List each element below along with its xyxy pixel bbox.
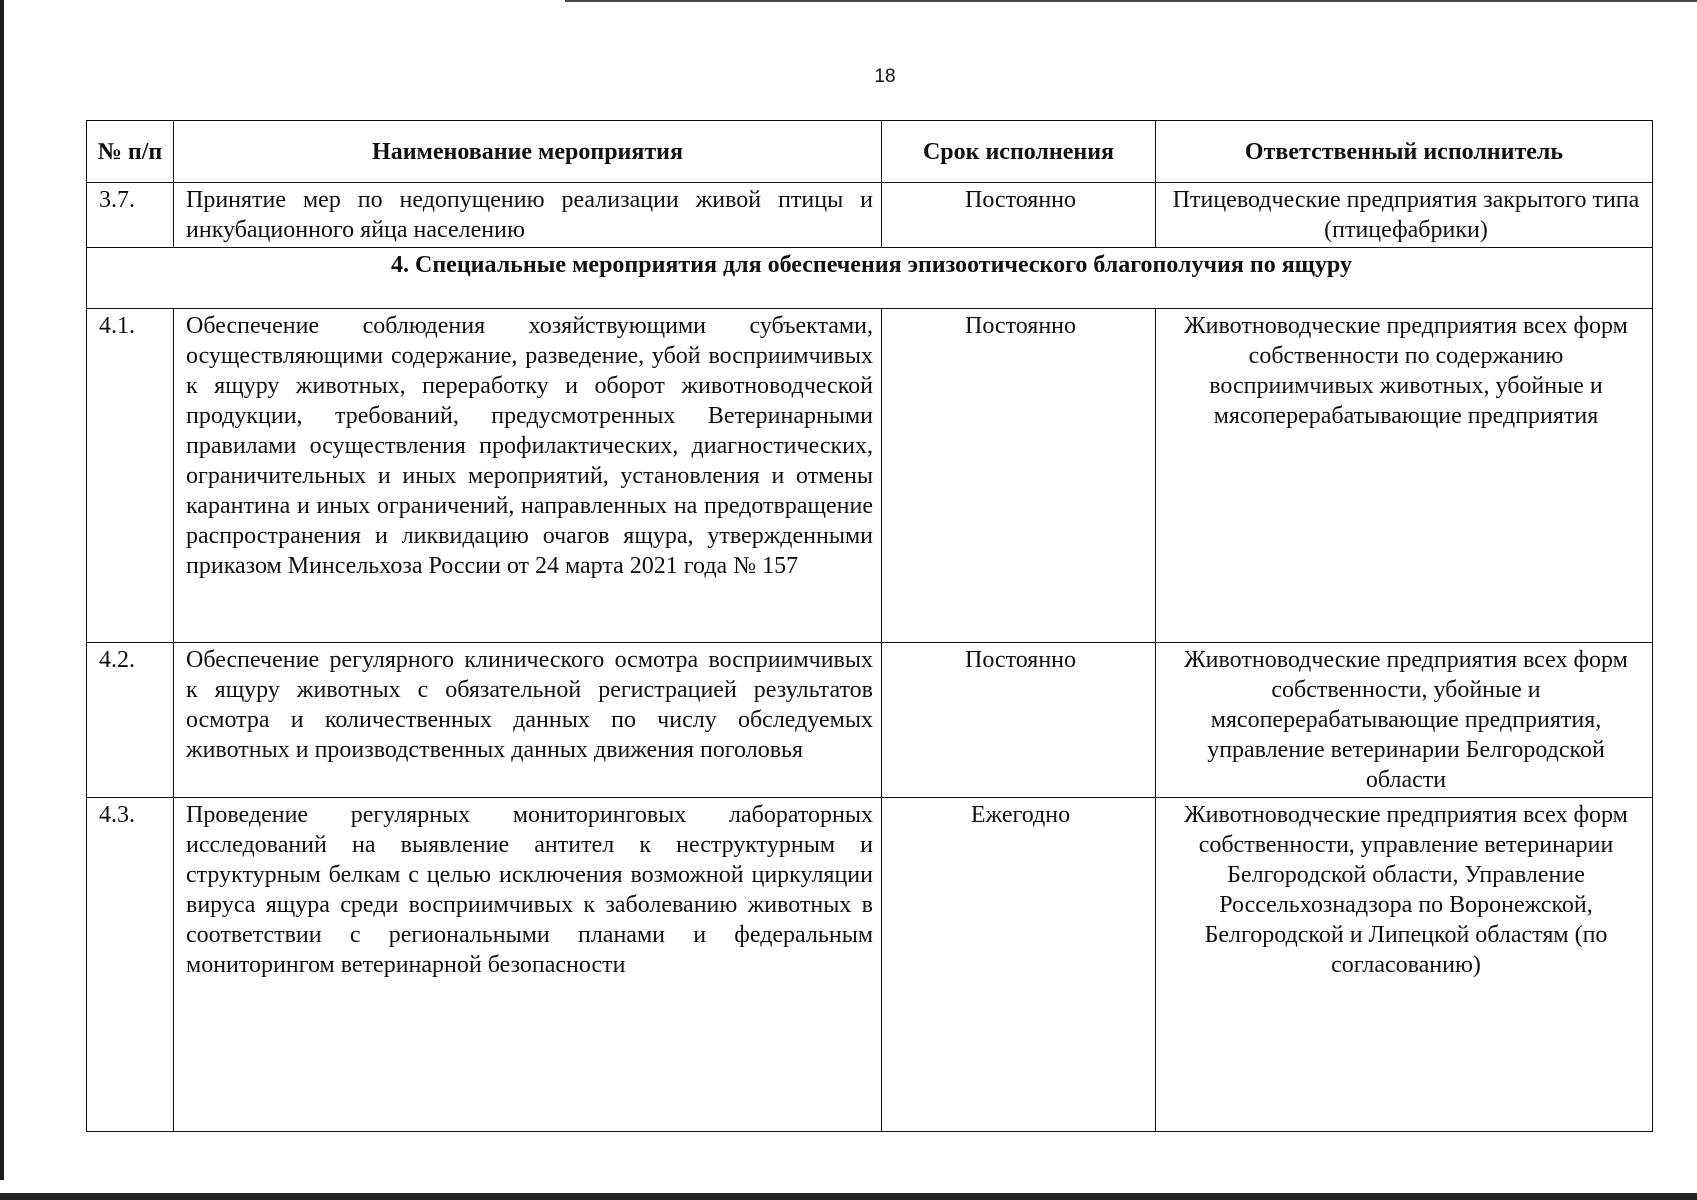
scan-top-edge [565, 0, 1697, 2]
header-responsible: Ответственный исполнитель [1156, 121, 1653, 183]
page-number: 18 [874, 66, 896, 87]
row-term: Постоянно [882, 309, 1156, 643]
row-name: Проведение регулярных мониторинговых лабораторных исследований на выявление антител к неструктурным и структурным белкам с целью исключения возможной циркуляции вируса ящура среди восприимчивых к заболеванию животных в соответствии с региональными планами и федеральным мониторингом ветеринарной безопасности [174, 798, 882, 1132]
row-responsible: Животноводческие предприятия всех форм собственности, убойные и мясоперерабатывающие предприятия, управление ветеринарии Белгородской области [1156, 643, 1653, 798]
row-name: Обеспечение регулярного клинического осмотра восприимчивых к ящуру животных с обязательной регистрацией результатов осмотра и количественных данных по числу обследуемых животных и производственных данных движения поголовья [174, 643, 882, 798]
row-name: Обеспечение соблюдения хозяйствующими субъектами, осуществляющими содержание, разведение, убой восприимчивых к ящуру животных, переработку и оборот животноводческой продукции, требований, предусмотренных Ветеринарными правилами осуществления профилактических, диагностических, ограничительных и иных мероприятий, установления и отмены карантина и иных ограничений, направленных на предотвращение распространения и ликвидацию очагов ящура, утвержденными приказом Минсельхоза России от 24 марта 2021 года № 157 [174, 309, 882, 643]
row-term: Постоянно [882, 643, 1156, 798]
table-row [87, 183, 1653, 248]
row-term: Постоянно [882, 183, 1156, 248]
row-term: Ежегодно [882, 798, 1156, 1132]
header-num: № п/п [87, 121, 174, 183]
table-header-row [87, 121, 1653, 183]
section-row [87, 248, 1653, 309]
row-num: 4.3. [87, 798, 174, 1132]
header-name: Наименование мероприятия [174, 121, 882, 183]
section-title: 4. Специальные мероприятия для обеспечения эпизоотического благополучия по ящуру [87, 248, 1653, 309]
row-num: 4.1. [87, 309, 174, 643]
row-responsible: Животноводческие предприятия всех форм собственности, управление ветеринарии Белгородской области, Управление Россельхознадзора по Воронежской, Белгородской и Липецкой областям (по согласованию) [1156, 798, 1653, 1132]
row-name: Принятие мер по недопущению реализации живой птицы и инкубационного яйца населению [174, 183, 882, 248]
table-row [87, 643, 1653, 798]
header-term: Срок исполнения [882, 121, 1156, 183]
row-responsible: Птицеводческие предприятия закрытого типа (птицефабрики) [1156, 183, 1653, 248]
row-responsible: Животноводческие предприятия всех форм собственности по содержанию восприимчивых животных, убойные и мясоперерабатывающие предприятия [1156, 309, 1653, 643]
measures-table [86, 120, 1653, 1132]
scan-bottom-edge [0, 1193, 1697, 1200]
row-num: 4.2. [87, 643, 174, 798]
scan-left-edge [0, 0, 4, 1180]
table-row [87, 798, 1653, 1132]
row-num: 3.7. [87, 183, 174, 248]
table-row [87, 309, 1653, 643]
